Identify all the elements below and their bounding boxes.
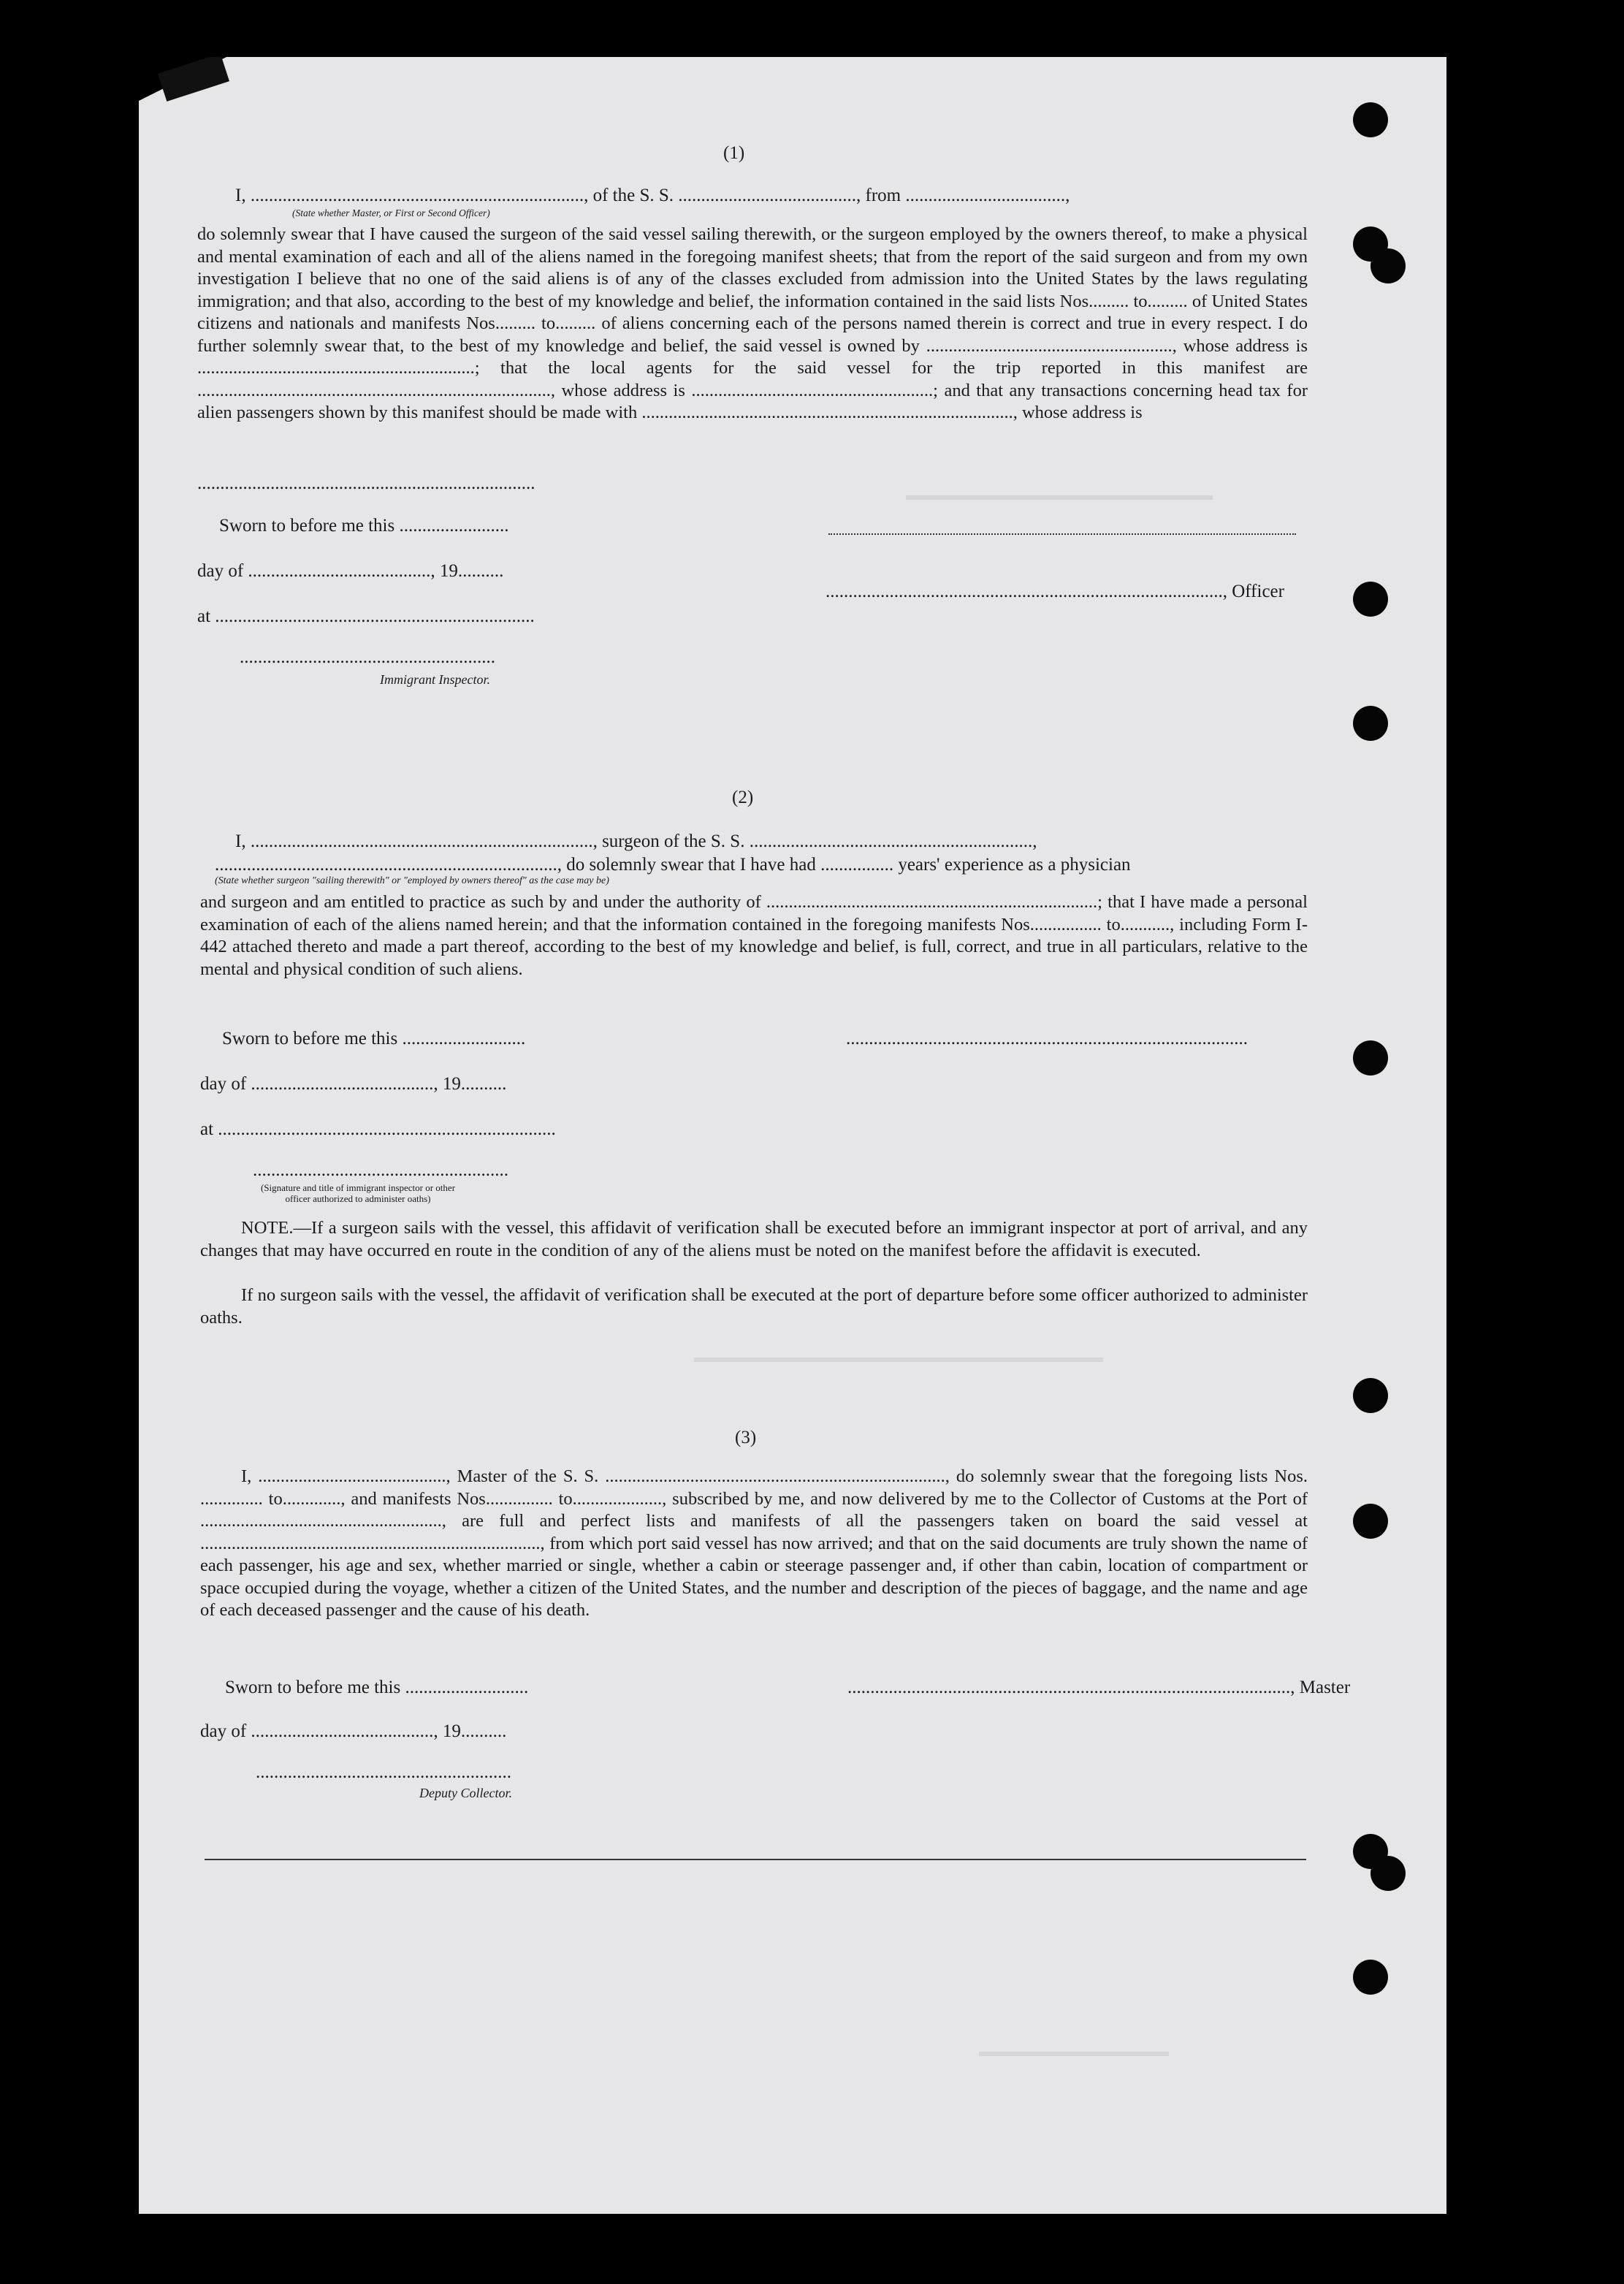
- punch-hole-icon: [1353, 1378, 1388, 1413]
- section3-master-line: ................................................................................................., Master: [847, 1678, 1351, 1697]
- section2-number: (2): [732, 788, 754, 807]
- section3-oath-text: I, .........................................., Master of the S. S. ............................................................................, do solemnly swear that the foregoing lists Nos. .............. to............., and manifests Nos............... to...................., subscribed by me, and now delivered by me to the Collector of Customs at the Port of ......................................................, are full and perfect lists and manifests of all the passengers taken on board the said vessel at ............................................................................, from which port said vessel has now arrived; and that on the said documents are truly shown the name of each passenger, his age and sex, whether married or single, whether a cabin or steerage passenger and, if other than cabin, location of compartment or space occupied during the voyage, whether a citizen of the United States, and the number and description of the pieces of baggage, and the name and age of each deceased passenger and the cause of his death.: [200, 1466, 1308, 1620]
- section1-first-line: I, ........................................................................., of the S. S. ......................................., from ...................................,: [235, 186, 1070, 205]
- punch-hole-icon: [1371, 1856, 1406, 1891]
- section2-note-2: If no surgeon sails with the vessel, the affidavit of verification shall be executed at the port of departure before some officer authorized to administer oaths.: [200, 1285, 1308, 1328]
- section2-at-line: at ..........................................................................: [200, 1119, 556, 1139]
- section2-sworn-line: Sworn to before me this ...........................: [222, 1029, 526, 1048]
- section1-officer-note: (State whether Master, or First or Second Officer): [292, 208, 490, 218]
- section3-collector-line: ........................................................: [256, 1762, 511, 1782]
- section3-collector-label: Deputy Collector.: [419, 1786, 512, 1800]
- punch-hole-icon: [1353, 1960, 1388, 1995]
- section1-at-line: at ......................................................................: [197, 606, 535, 626]
- section1-number: (1): [723, 143, 745, 163]
- punch-hole-icon: [1353, 1040, 1388, 1076]
- section1-officer-line: ......................................................................................., Officer: [826, 582, 1284, 601]
- section2-second-line: ..........................................................................., do solemnly swear that I have had ................ years' experience as a physician: [215, 855, 1131, 875]
- section1-trailing-dots: ..........................................................................: [197, 473, 535, 493]
- bleed-through-mark: [694, 1358, 1103, 1362]
- section1-inspector-line: ........................................................: [240, 647, 495, 667]
- section1-day-line: day of ........................................, 19..........: [197, 561, 504, 581]
- section2-day-line: day of ........................................, 19..........: [200, 1074, 507, 1094]
- punch-hole-icon: [1371, 248, 1406, 283]
- section1-sworn-line: Sworn to before me this ........................: [219, 516, 509, 536]
- section2-signature-note: (Signature and title of immigrant inspector or other officer authorized to administer oaths): [260, 1182, 456, 1204]
- bottom-rule: [205, 1859, 1306, 1860]
- section2-signature-line: ........................................................................................: [846, 1029, 1248, 1048]
- section2-first-line: I, ..........................................................................., surgeon of the S. S. ..............................................................,: [235, 831, 1037, 851]
- section2-inspector-line: ........................................................: [253, 1160, 508, 1180]
- manifest-back-page: [139, 57, 1446, 2214]
- section1-oath-text: do solemnly swear that I have caused the surgeon of the said vessel sailing therewith, or the surgeon employed by the owners thereof, to make a physical and mental examination of each and all of the aliens named in the foregoing manifest sheets; that from the report of the said surgeon and from my own investigation I believe that no one of the said aliens is of any of the classes excluded from admission into the United States by the laws regulating immigration; and that also, according to the best of my knowledge and belief, the information contained in the said lists Nos......... to......... of United States citizens and nationals and manifests Nos......... to......... of aliens concerning each of the persons named therein is correct and true in every respect. I do further solemnly swear that, to the best of my knowledge and belief, the said vessel is owned by ......................................................., whose address is ..............................................................; that the local agents for the said vessel for the trip reported in this manifest are ..............................................................................., whose address is ......................................................; and that any transactions concerning head tax for alien passengers shown by this manifest should be made with ..................................................................................., whose address is: [197, 224, 1308, 422]
- bleed-through-mark: [906, 495, 1213, 500]
- punch-hole-icon: [1353, 706, 1388, 741]
- section3-sworn-line: Sworn to before me this ...........................: [225, 1678, 529, 1697]
- section1-inspector-label: Immigrant Inspector.: [380, 672, 490, 687]
- section2-oath-text: and surgeon and am entitled to practice as such by and under the authority of ..........................................................................; that I have made a personal examination of each of the aliens named herein; and that the information contained in the foregoing manifests Nos................ to..........., including Form I-442 attached thereto and made a part thereof, according to the best of my knowledge and belief, is full, correct, and true in all particulars, relative to the mental and physical condition of such aliens.: [200, 892, 1308, 979]
- punch-hole-icon: [1353, 1504, 1388, 1539]
- punch-hole-icon: [1353, 582, 1388, 617]
- punch-hole-icon: [1353, 102, 1388, 137]
- section3-day-line: day of ........................................, 19..........: [200, 1721, 507, 1741]
- section2-surgeon-note: (State whether surgeon "sailing therewith" or "employed by owners thereof" as the case may be): [215, 875, 609, 886]
- bleed-through-mark: [979, 2052, 1169, 2056]
- section3-number: (3): [735, 1428, 757, 1447]
- section2-note: NOTE.—If a surgeon sails with the vessel, this affidavit of verification shall be executed before an immigrant inspector at port of arrival, and any changes that may have occurred en route in the condition of any of the aliens must be noted on the manifest before the affidavit is executed.: [200, 1218, 1308, 1260]
- section1-signature-line: [828, 516, 1296, 535]
